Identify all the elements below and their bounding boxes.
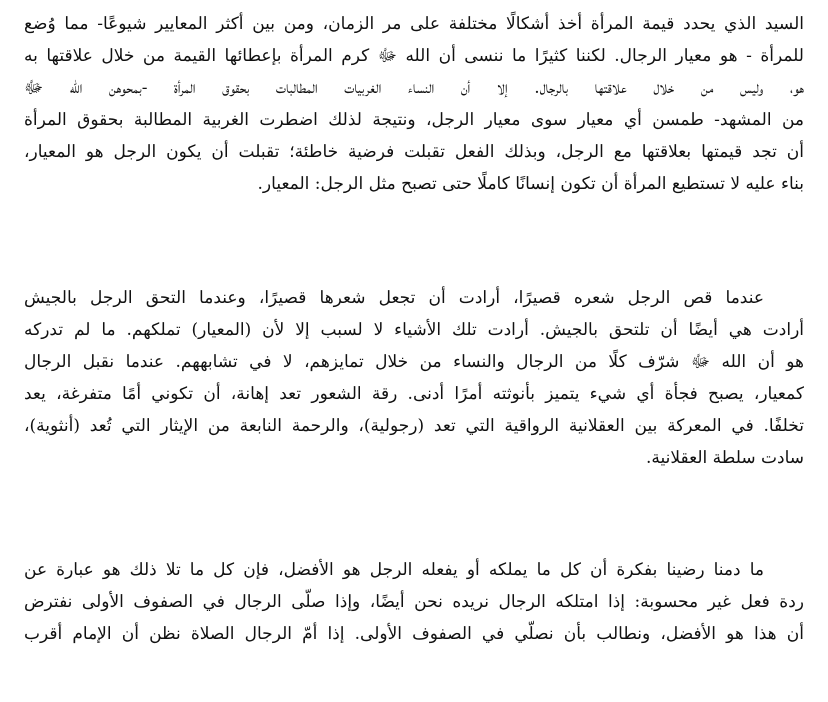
paragraph-2: [24, 282, 804, 474]
text-line: من المشهد- طمسن أي معيار سوى معيار الرجل، ونتيجة لذلك اضطرت الغربية المطالبة بحقوق المرأة: [24, 110, 804, 130]
paragraph-1: [24, 8, 804, 200]
text-line: السيد الذي يحدد قيمة المرأة أخذ أشكالًا مختلفة على مر الزمان، ومن بين أكثر المعايير شيوعًا- مما وُضع: [24, 14, 804, 34]
text-line: هو، وليس من خلال علاقتها بالرجال. إلا أن النساء الغربيات المطالبات بحقوق المرأة -بمحوهن الله ﷻ: [24, 78, 804, 98]
text-line: بناء عليه لا تستطيع المرأة أن تكون إنسانًا كاملًا حتى تصبح مثل الرجل: المعيار.: [257, 174, 804, 194]
text-line: أرادت هي أيضًا أن تلتحق بالجيش. أرادت تلك الأشياء لا لسبب إلا لأن (المعيار) تملكهم. ما لم تدركه: [24, 320, 804, 340]
text-line: كمعيار، يصبح فجأة أي شيء يتميز بأنوثته أمرًا أدنى. رقة الشعور تعد إهانة، أن تكوني أمًا متفرغة، يعد: [24, 384, 804, 404]
text-line: هو أن الله ﷻ شرّف كلًا من الرجال والنساء من خلال تمايزهم، لا في تشابههم. عندما نقبل الرجال: [24, 352, 804, 372]
text-line: أن تجد قيمتها بعلاقتها مع الرجل، وبذلك الفعل تقبلت فرضية خاطئة؛ تقبلت أن يكون الرجل هو المعيار،: [24, 142, 804, 162]
text-line: ما دمنا رضينا بفكرة أن كل ما يملكه أو يفعله الرجل هو الأفضل، فإن كل ما تلا ذلك هو عبارة عن: [24, 560, 764, 580]
text-line: للمرأة - هو معيار الرجال. لكننا كثيرًا ما ننسى أن الله ﷻ كرم المرأة بإعطائها القيمة من خلال علاقتها به: [24, 46, 804, 66]
text-line: سادت سلطة العقلانية.: [646, 448, 804, 468]
text-line: عندما قص الرجل شعره قصيرًا، أرادت أن تجعل شعرها قصيرًا، وعندما التحق الرجل بالجيش: [24, 288, 764, 308]
paragraph-3: [24, 554, 804, 650]
text-line: أن هذا هو الأفضل، ونطالب بأن نصلّي في الصفوف الأولى. إذا أمّ الرجال الصلاة نظن أن الإمام أقرب: [24, 624, 804, 644]
text-line: ردة فعل غير محسوبة: إذا امتلكه الرجال نريده نحن أيضًا، وإذا صلّى الرجال في الصفوف الأولى نفترض: [24, 592, 804, 612]
text-line: تخلفًا. في المعركة بين العقلانية الرواقية التي تعد (رجولية)، والرحمة النابعة من الإيثار التي تُعد (أنثوية)،: [24, 416, 804, 436]
